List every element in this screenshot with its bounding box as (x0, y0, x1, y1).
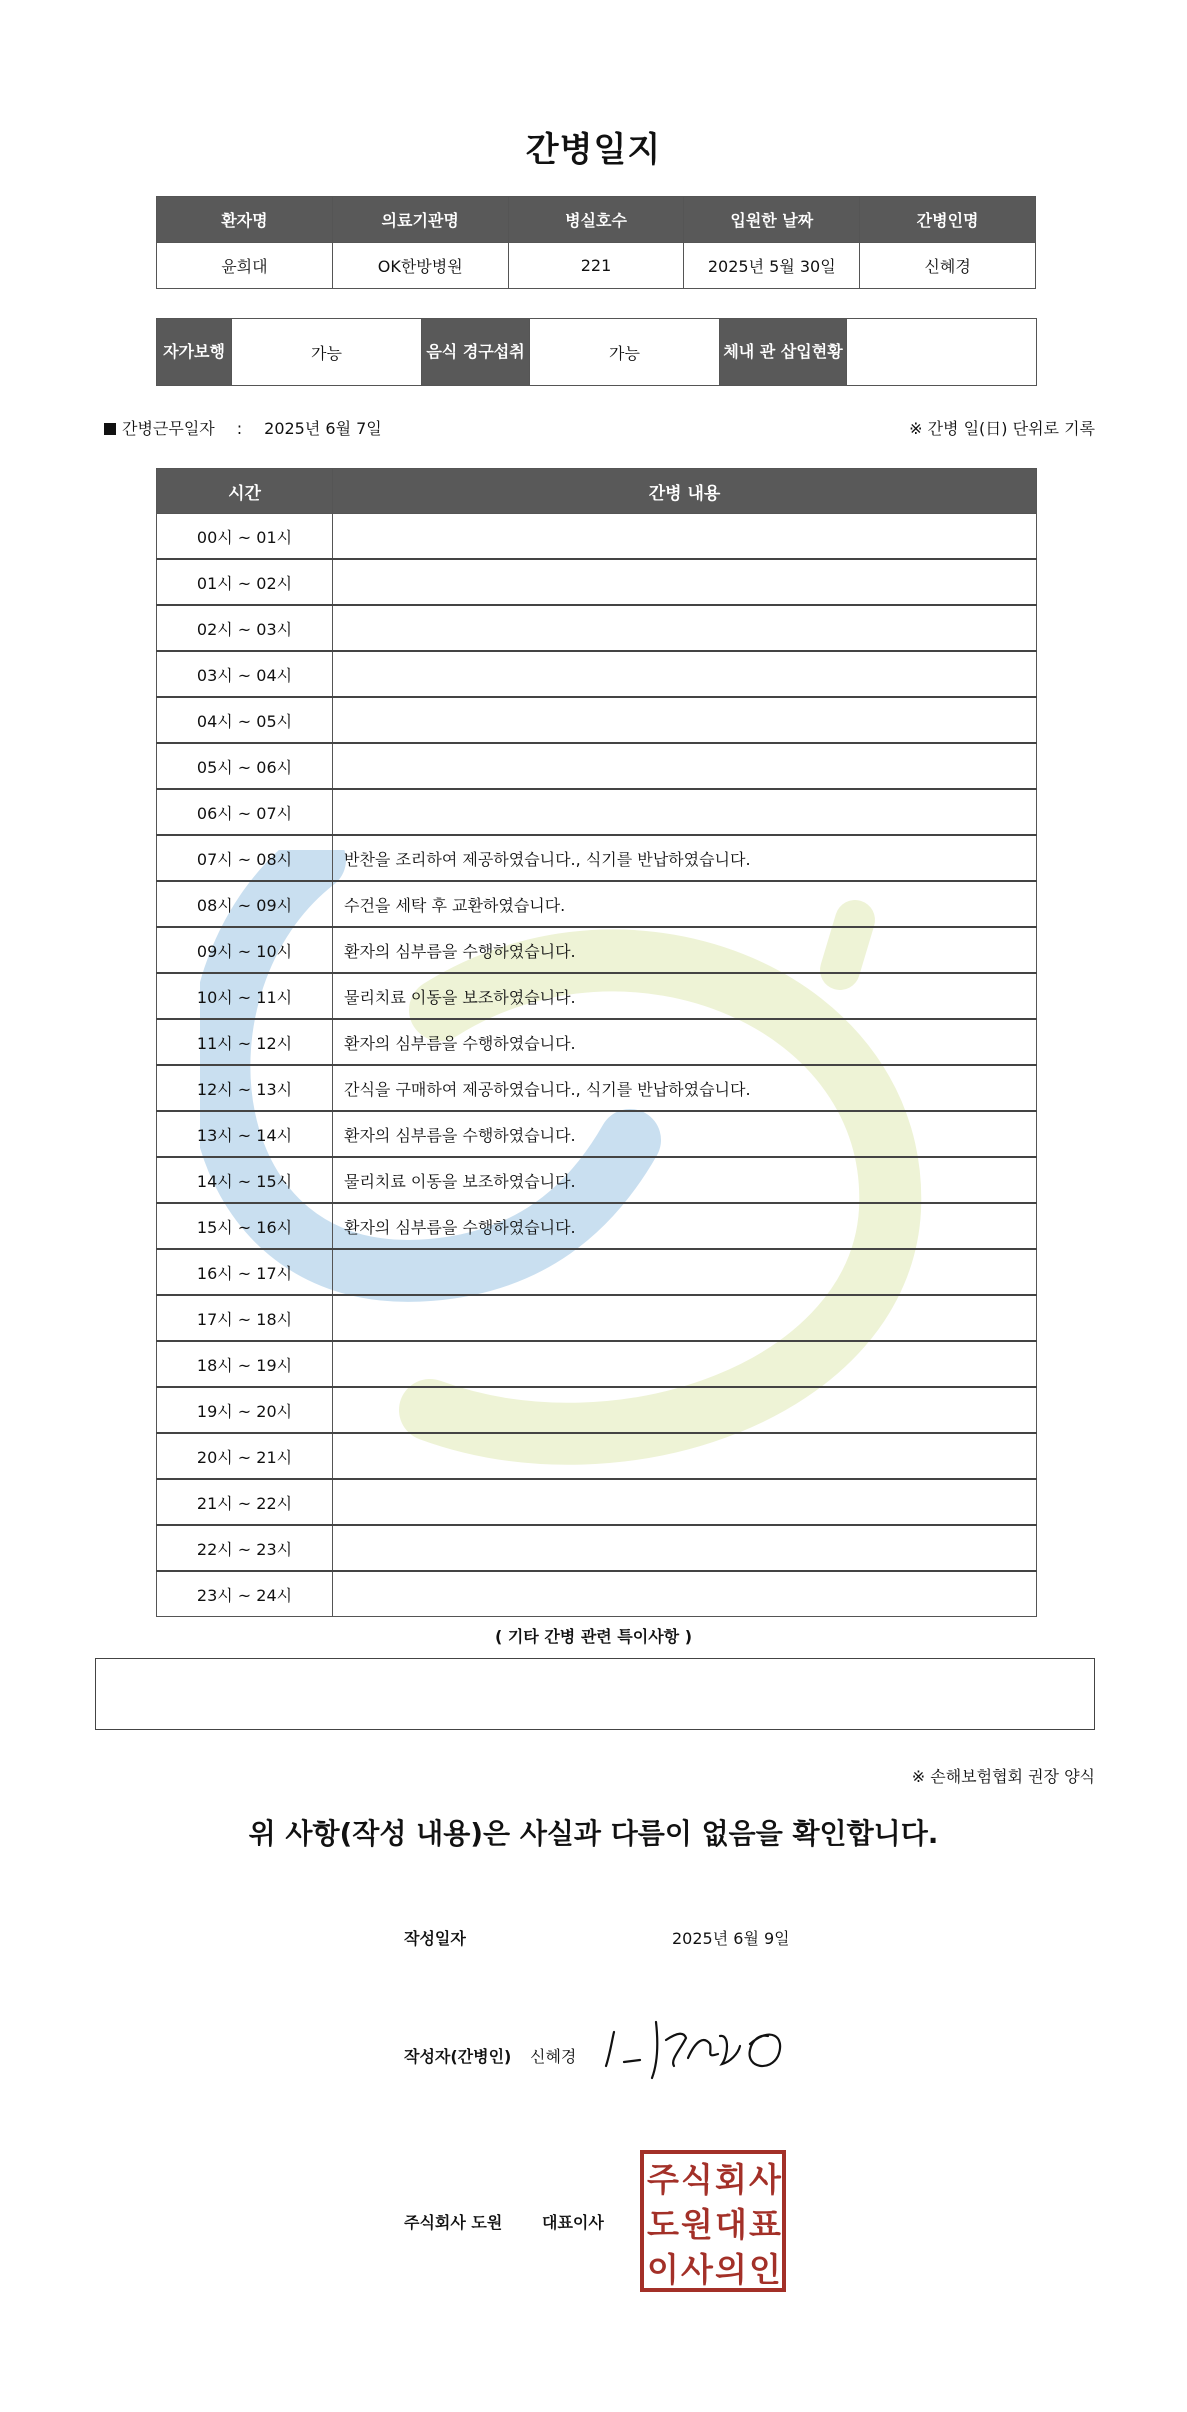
care-log-row (157, 927, 1037, 973)
care-log-content: 물리치료 이동을 보조하였습니다. (333, 973, 1037, 1019)
hospital-name: OK한방병원 (332, 243, 508, 289)
care-log-content (333, 1433, 1037, 1479)
recommended-form-note: ※ 손해보험협회 권장 양식 (911, 1767, 1095, 1786)
written-date-label: 작성일자 (404, 1929, 466, 1948)
care-log-content (333, 651, 1037, 697)
care-log-content (333, 743, 1037, 789)
care-log-time: 13시 ~ 14시 (157, 1111, 333, 1157)
care-log-content: 물리치료 이동을 보조하였습니다. (333, 1157, 1037, 1203)
care-log-time: 20시 ~ 21시 (157, 1433, 333, 1479)
confirmation-statement: 위 사항(작성 내용)은 사실과 다름이 없음을 확인합니다. (248, 1817, 939, 1850)
ceo-label: 대표이사 (542, 2213, 604, 2232)
care-log-content (333, 789, 1037, 835)
care-log-content: 환자의 심부름을 수행하였습니다. (333, 1203, 1037, 1249)
caregiver-name: 신혜경 (860, 243, 1036, 289)
header-caregiver-name: 간병인명 (860, 197, 1036, 243)
care-log-time: 16시 ~ 17시 (157, 1249, 333, 1295)
care-log-content (333, 1341, 1037, 1387)
special-notes-title: ( 기타 간병 관련 특이사항 ) (494, 1627, 693, 1646)
tube-label: 체내 관 삽입현황 (720, 319, 847, 386)
square-bullet-icon (104, 423, 116, 435)
care-log-time: 07시 ~ 08시 (157, 835, 333, 881)
care-log-time: 12시 ~ 13시 (157, 1065, 333, 1111)
header-patient-name: 환자명 (157, 197, 333, 243)
special-notes-box (95, 1658, 1095, 1730)
self-walk-label: 자가보행 (157, 319, 232, 386)
care-log-row (157, 973, 1037, 1019)
company-name: 주식회사 도원 (404, 2213, 503, 2232)
room-number: 221 (508, 243, 684, 289)
patient-name: 윤희대 (157, 243, 333, 289)
care-log-time: 14시 ~ 15시 (157, 1157, 333, 1203)
header-admission-date: 입원한 날짜 (684, 197, 860, 243)
seal-character: 원 (681, 2204, 713, 2244)
care-log-time: 08시 ~ 09시 (157, 881, 333, 927)
tube-value (847, 319, 1037, 386)
care-log-time: 06시 ~ 07시 (157, 789, 333, 835)
care-log-time: 04시 ~ 05시 (157, 697, 333, 743)
seal-character: 의 (715, 2249, 747, 2289)
care-log-row (157, 835, 1037, 881)
care-log-time: 21시 ~ 22시 (157, 1479, 333, 1525)
care-log-content (333, 697, 1037, 743)
duty-colon: : (236, 419, 243, 438)
care-log-content (333, 514, 1037, 560)
care-log-time: 00시 ~ 01시 (157, 514, 333, 560)
care-log-time: 23시 ~ 24시 (157, 1571, 333, 1617)
care-log-row (157, 1341, 1037, 1387)
duty-date: 2025년 6월 7일 (264, 419, 382, 438)
care-log-row (157, 1571, 1037, 1617)
care-log-time: 05시 ~ 06시 (157, 743, 333, 789)
care-log-time: 11시 ~ 12시 (157, 1019, 333, 1065)
care-log-time: 19시 ~ 20시 (157, 1387, 333, 1433)
care-log-row (157, 1203, 1037, 1249)
care-log-row (157, 514, 1037, 560)
seal-character: 표 (749, 2204, 781, 2244)
care-log-time: 15시 ~ 16시 (157, 1203, 333, 1249)
care-log-content: 환자의 심부름을 수행하였습니다. (333, 1111, 1037, 1157)
header-hospital-name: 의료기관명 (332, 197, 508, 243)
care-log-row (157, 1065, 1037, 1111)
self-walk-value: 가능 (232, 319, 422, 386)
care-log-row (157, 605, 1037, 651)
writer-name: 신혜경 (530, 2047, 577, 2066)
patient-status-table (156, 318, 1037, 386)
care-log-row (157, 697, 1037, 743)
care-log-row (157, 651, 1037, 697)
care-log-content (333, 1249, 1037, 1295)
care-log-content (333, 605, 1037, 651)
duty-label: 간병근무일자 (122, 419, 215, 438)
care-log-time: 22시 ~ 23시 (157, 1525, 333, 1571)
seal-character: 인 (749, 2249, 781, 2289)
care-log-time: 01시 ~ 02시 (157, 559, 333, 605)
seal-character: 대 (715, 2204, 747, 2244)
document-title: 간병일지 (525, 130, 662, 170)
seal-character: 이 (647, 2249, 679, 2289)
seal-character: 사 (749, 2159, 781, 2199)
care-log-row (157, 1525, 1037, 1571)
time-column-header: 시간 (157, 469, 333, 514)
seal-character: 회 (715, 2159, 747, 2199)
seal-character: 주 (647, 2159, 679, 2199)
care-log-row (157, 1111, 1037, 1157)
oral-intake-label: 음식 경구섭취 (422, 319, 530, 386)
care-log-row (157, 1295, 1037, 1341)
care-log-row (157, 1433, 1037, 1479)
care-log-time: 17시 ~ 18시 (157, 1295, 333, 1341)
care-log-content (333, 1387, 1037, 1433)
care-log-row (157, 1157, 1037, 1203)
header-room-number: 병실호수 (508, 197, 684, 243)
care-log-row (157, 1479, 1037, 1525)
care-log-row (157, 789, 1037, 835)
care-log-row (157, 881, 1037, 927)
care-log-content: 간식을 구매하여 제공하였습니다., 식기를 반납하였습니다. (333, 1065, 1037, 1111)
care-log-content (333, 1479, 1037, 1525)
oral-intake-value: 가능 (530, 319, 720, 386)
care-log-content (333, 1571, 1037, 1617)
care-log-time: 03시 ~ 04시 (157, 651, 333, 697)
seal-character: 사 (681, 2249, 713, 2289)
care-log-time: 10시 ~ 11시 (157, 973, 333, 1019)
care-log-row (157, 743, 1037, 789)
care-log-content: 반찬을 조리하여 제공하였습니다., 식기를 반납하였습니다. (333, 835, 1037, 881)
care-log-table (156, 468, 1037, 1617)
care-log-row (157, 1019, 1037, 1065)
care-log-content: 환자의 심부름을 수행하였습니다. (333, 1019, 1037, 1065)
handwritten-signature (600, 2010, 790, 2092)
writer-label: 작성자(간병인) (404, 2047, 512, 2066)
care-log-row (157, 1387, 1037, 1433)
company-seal-stamp (640, 2150, 786, 2292)
duty-date-line (104, 416, 382, 439)
care-log-content: 환자의 심부름을 수행하였습니다. (333, 927, 1037, 973)
content-column-header: 간병 내용 (333, 469, 1037, 514)
care-log-time: 02시 ~ 03시 (157, 605, 333, 651)
written-date-value: 2025년 6월 9일 (672, 1929, 790, 1948)
seal-character: 식 (681, 2159, 713, 2199)
care-log-time: 09시 ~ 10시 (157, 927, 333, 973)
care-log-content: 수건을 세탁 후 교환하였습니다. (333, 881, 1037, 927)
care-log-row (157, 1249, 1037, 1295)
care-log-time: 18시 ~ 19시 (157, 1341, 333, 1387)
care-log-row (157, 559, 1037, 605)
care-log-content (333, 1525, 1037, 1571)
care-log-content (333, 1295, 1037, 1341)
patient-info-table (156, 196, 1036, 289)
admission-date: 2025년 5월 30일 (684, 243, 860, 289)
daily-record-note: ※ 간병 일(日) 단위로 기록 (909, 419, 1095, 438)
seal-character: 도 (647, 2204, 679, 2244)
care-log-body (157, 514, 1037, 1617)
care-log-content (333, 559, 1037, 605)
